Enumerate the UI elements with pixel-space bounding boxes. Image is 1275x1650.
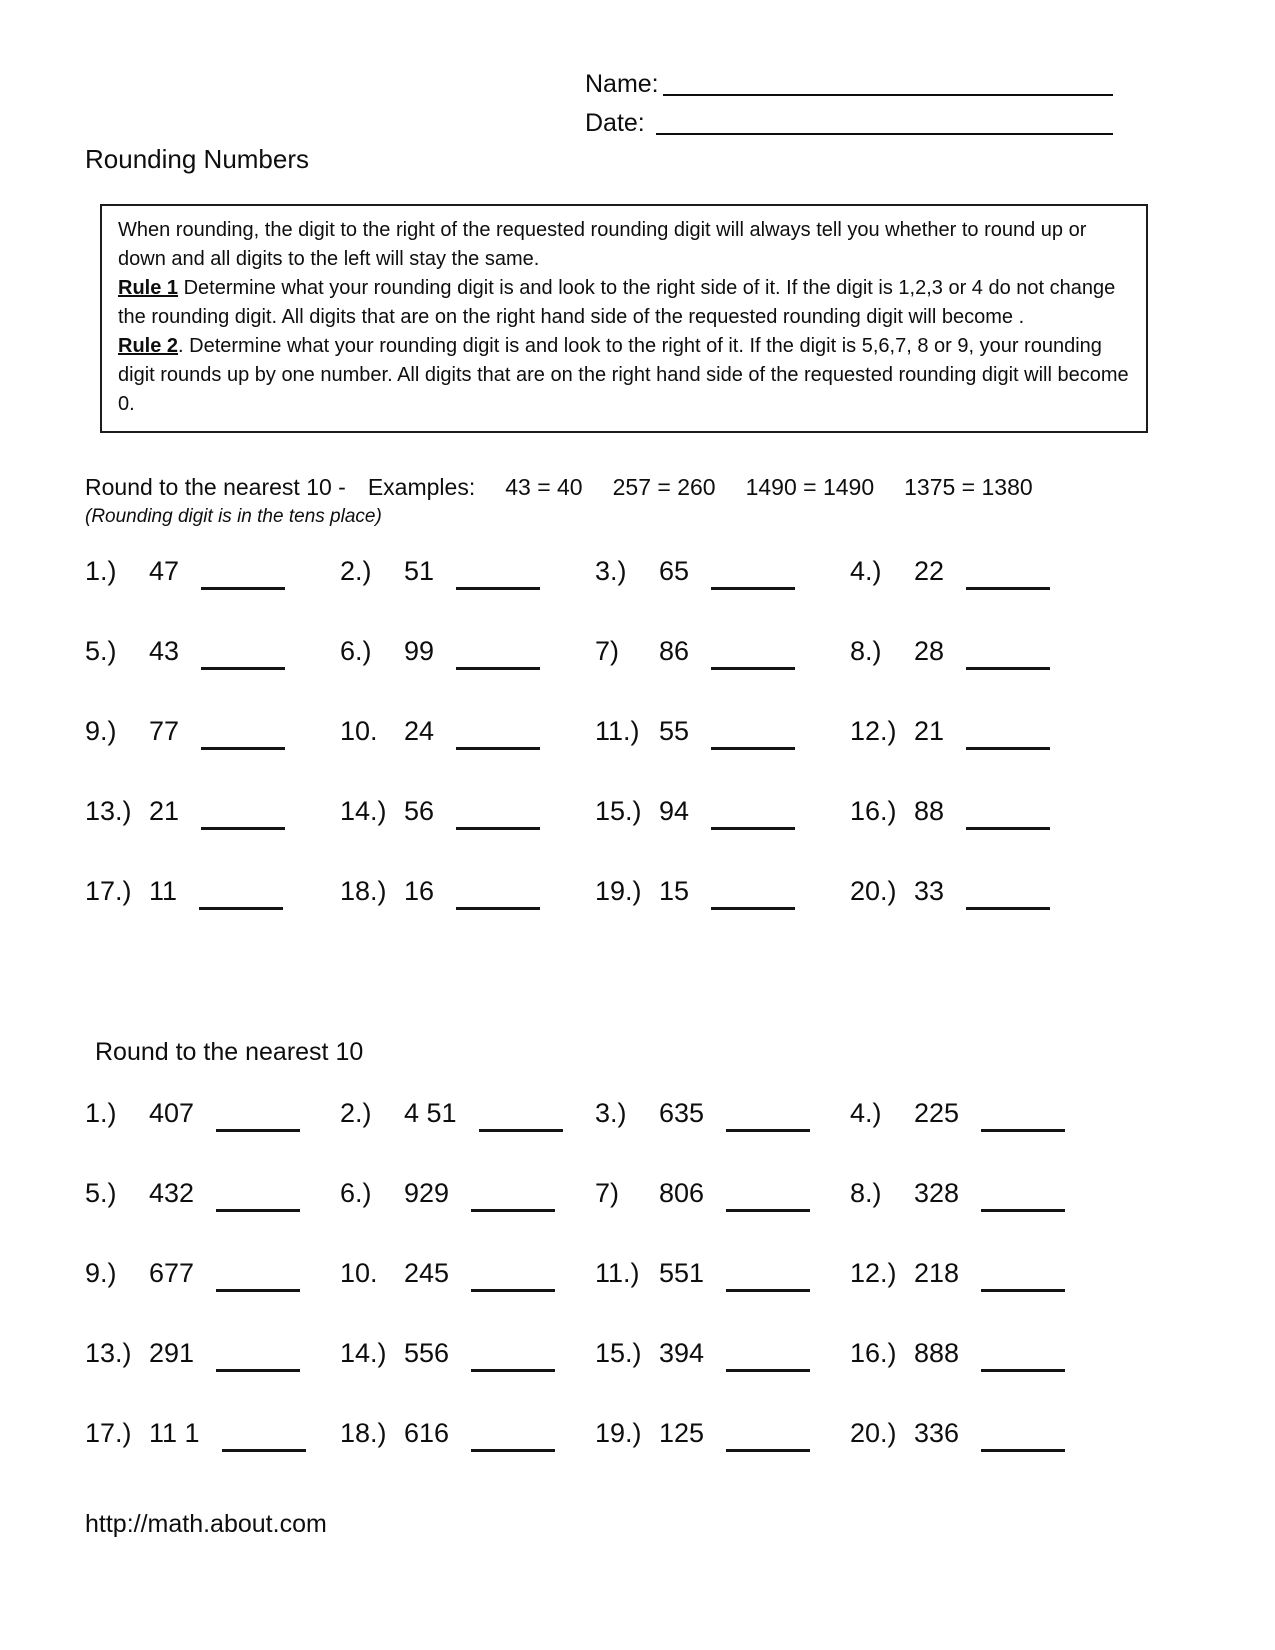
problem-value: 16 [404,876,435,906]
answer-blank [456,796,540,830]
problem-number: 18.) [340,1418,387,1448]
problem-number: 12.) [850,1258,897,1288]
problem-number: 16.) [850,796,897,826]
problem-item [595,716,850,750]
problem-item [340,636,595,670]
problem-item [340,1418,595,1452]
problem-item [85,1338,340,1372]
problem-value: 336 [914,1418,960,1448]
problem-number: 10. [340,1258,378,1288]
problem-item [850,636,1150,670]
answer-blank [201,556,285,590]
answer-blank [711,716,795,750]
example-2: 257 = 260 [612,474,716,500]
answer-blank [726,1418,810,1452]
problem-row [85,1098,1225,1178]
answer-blank [201,636,285,670]
problem-value: 4 51 [404,1098,457,1128]
problem-number: 5.) [85,636,117,666]
problem-item [340,876,595,910]
problem-value: 11 [149,876,178,906]
problem-number: 13.) [85,796,132,826]
problem-item [85,556,340,590]
problem-item [340,716,595,750]
answer-blank [966,796,1050,830]
problem-value: 635 [659,1098,705,1128]
name-row [585,60,1113,99]
problem-number: 4.) [850,1098,882,1128]
problem-value: 28 [914,636,945,666]
name-label: Name: [585,70,659,98]
answer-blank [726,1098,810,1132]
section1-heading-text: Round to the nearest 10 - [85,474,346,500]
problem-item [340,796,595,830]
problem-number: 11.) [595,1258,640,1288]
rule-2-label: Rule 2 [118,335,179,357]
answer-blank [216,1098,300,1132]
answer-blank [981,1178,1065,1212]
problem-value: 21 [914,716,945,746]
problem-number: 17.) [85,876,132,906]
problem-item [850,1098,1150,1132]
problem-value: 556 [404,1338,450,1368]
problem-item [595,556,850,590]
problem-item [85,796,340,830]
rule-2-text: . Determine what your rounding digit is and look to the right of it. If the digit is 5,6,7, 8 or 9, your rounding digit rounds up by one number. All digits that are on the right hand side of the requested rounding digit will become 0. [118,335,1129,415]
problem-number: 11.) [595,716,640,746]
answer-blank [216,1258,300,1292]
problem-number: 17.) [85,1418,132,1448]
answer-blank [966,716,1050,750]
problem-value: 11 1 [149,1418,200,1448]
problem-item [850,1178,1150,1212]
problem-value: 245 [404,1258,450,1288]
problem-number: 20.) [850,876,897,906]
problem-row [85,1338,1225,1418]
section2-problems [85,1098,1225,1498]
problem-value: 616 [404,1418,450,1448]
problem-value: 47 [149,556,180,586]
answer-blank [711,796,795,830]
answer-blank [726,1258,810,1292]
problem-row [85,1258,1225,1338]
problem-value: 88 [914,796,945,826]
problem-value: 929 [404,1178,450,1208]
problem-number: 3.) [595,1098,627,1128]
answer-blank [966,876,1050,910]
problem-item [850,1418,1150,1452]
problem-item [595,1258,850,1292]
problem-item [85,636,340,670]
problem-item [850,796,1150,830]
answer-blank [471,1258,555,1292]
problem-value: 51 [404,556,435,586]
section1-heading [85,474,1033,501]
examples-label: Examples: [367,474,476,500]
problem-value: 56 [404,796,435,826]
problem-number: 9.) [85,1258,117,1288]
problem-value: 21 [149,796,180,826]
problem-number: 13.) [85,1338,132,1368]
problem-row [85,796,1225,876]
rule-1-label: Rule 1 [118,277,179,299]
problem-item [340,1178,595,1212]
problem-number: 8.) [850,636,882,666]
problem-item [595,1098,850,1132]
problem-value: 94 [659,796,690,826]
answer-blank [711,556,795,590]
problem-item [85,716,340,750]
problem-value: 55 [659,716,690,746]
answer-blank [981,1418,1065,1452]
problem-item [595,1178,850,1212]
problem-number: 6.) [340,1178,372,1208]
name-date-block [585,60,1113,138]
problem-item [85,1098,340,1132]
answer-blank [966,556,1050,590]
problem-value: 291 [149,1338,195,1368]
problem-value: 551 [659,1258,705,1288]
answer-blank [471,1178,555,1212]
problem-number: 2.) [340,556,372,586]
problem-item [340,1338,595,1372]
date-label: Date: [585,109,652,137]
problem-number: 10. [340,716,378,746]
rule-1 [118,274,1130,332]
problem-number: 18.) [340,876,387,906]
section2-heading: Round to the nearest 10 [95,1038,364,1066]
answer-blank [216,1178,300,1212]
answer-blank [981,1338,1065,1372]
section1-problems [85,556,1225,956]
problem-item [85,1418,340,1452]
problem-row [85,876,1225,956]
problem-number: 2.) [340,1098,372,1128]
problem-number: 16.) [850,1338,897,1368]
problem-item [85,1178,340,1212]
date-blank-line [656,132,1113,135]
section1-subnote: (Rounding digit is in the tens place) [85,506,382,527]
problem-number: 14.) [340,1338,387,1368]
problem-value: 432 [149,1178,195,1208]
problem-value: 43 [149,636,180,666]
rule-1-text: Determine what your rounding digit is and look to the right side of it. If the digit is 1,2,3 or 4 do not change the rounding digit. All digits that are on the right hand side of the requested rounding digit will become . [118,277,1116,328]
problem-number: 6.) [340,636,372,666]
problem-item [85,876,340,910]
answer-blank [966,636,1050,670]
problem-row [85,1178,1225,1258]
problem-row [85,556,1225,636]
problem-number: 1.) [85,1098,117,1128]
problem-number: 7) [595,1178,620,1208]
answer-blank [981,1258,1065,1292]
problem-value: 86 [659,636,690,666]
rules-box [100,204,1148,433]
problem-row [85,1418,1225,1498]
problem-value: 806 [659,1178,705,1208]
problem-number: 14.) [340,796,387,826]
problem-value: 407 [149,1098,195,1128]
date-row [585,99,1113,138]
problem-number: 20.) [850,1418,897,1448]
problem-item [85,1258,340,1292]
problem-number: 5.) [85,1178,117,1208]
problem-item [595,636,850,670]
problem-row [85,716,1225,796]
example-4: 1375 = 1380 [904,474,1033,500]
answer-blank [726,1338,810,1372]
problem-value: 99 [404,636,435,666]
answer-blank [471,1418,555,1452]
name-blank-line [663,93,1113,96]
example-3: 1490 = 1490 [745,474,875,500]
problem-number: 4.) [850,556,882,586]
answer-blank [479,1098,563,1132]
problem-number: 19.) [595,876,642,906]
problem-item [340,556,595,590]
answer-blank [456,716,540,750]
problem-item [340,1258,595,1292]
problem-value: 15 [659,876,690,906]
problem-item [595,1418,850,1452]
problem-number: 8.) [850,1178,882,1208]
answer-blank [471,1338,555,1372]
problem-value: 328 [914,1178,960,1208]
problem-number: 12.) [850,716,897,746]
rules-intro: When rounding, the digit to the right of the requested rounding digit will always tell you whether to round up or down and all digits to the left will stay the same. [118,219,1087,270]
problem-item [595,1338,850,1372]
problem-item [850,1258,1150,1292]
problem-value: 225 [914,1098,960,1128]
problem-number: 15.) [595,796,642,826]
rule-2 [118,332,1130,419]
problem-number: 19.) [595,1418,642,1448]
problem-number: 7) [595,636,620,666]
problem-item [340,1098,595,1132]
page-title: Rounding Numbers [85,144,310,174]
problem-value: 24 [404,716,435,746]
problem-value: 394 [659,1338,705,1368]
problem-value: 218 [914,1258,960,1288]
problem-value: 77 [149,716,180,746]
source-url: http://math.about.com [85,1510,327,1538]
answer-blank [456,556,540,590]
problem-item [850,556,1150,590]
problem-number: 1.) [85,556,117,586]
answer-blank [711,876,795,910]
answer-blank [711,636,795,670]
answer-blank [199,876,283,910]
answer-blank [201,796,285,830]
answer-blank [222,1418,306,1452]
answer-blank [456,876,540,910]
problem-number: 3.) [595,556,627,586]
answer-blank [981,1098,1065,1132]
problem-number: 15.) [595,1338,642,1368]
problem-value: 33 [914,876,945,906]
problem-value: 677 [149,1258,195,1288]
answer-blank [216,1338,300,1372]
problem-item [850,716,1150,750]
problem-value: 22 [914,556,945,586]
example-1: 43 = 40 [505,474,583,500]
problem-item [595,796,850,830]
answer-blank [726,1178,810,1212]
problem-item [595,876,850,910]
problem-row [85,636,1225,716]
problem-number: 9.) [85,716,117,746]
problem-value: 125 [659,1418,705,1448]
problem-value: 65 [659,556,690,586]
answer-blank [456,636,540,670]
answer-blank [201,716,285,750]
problem-item [850,876,1150,910]
problem-value: 888 [914,1338,960,1368]
problem-item [850,1338,1150,1372]
